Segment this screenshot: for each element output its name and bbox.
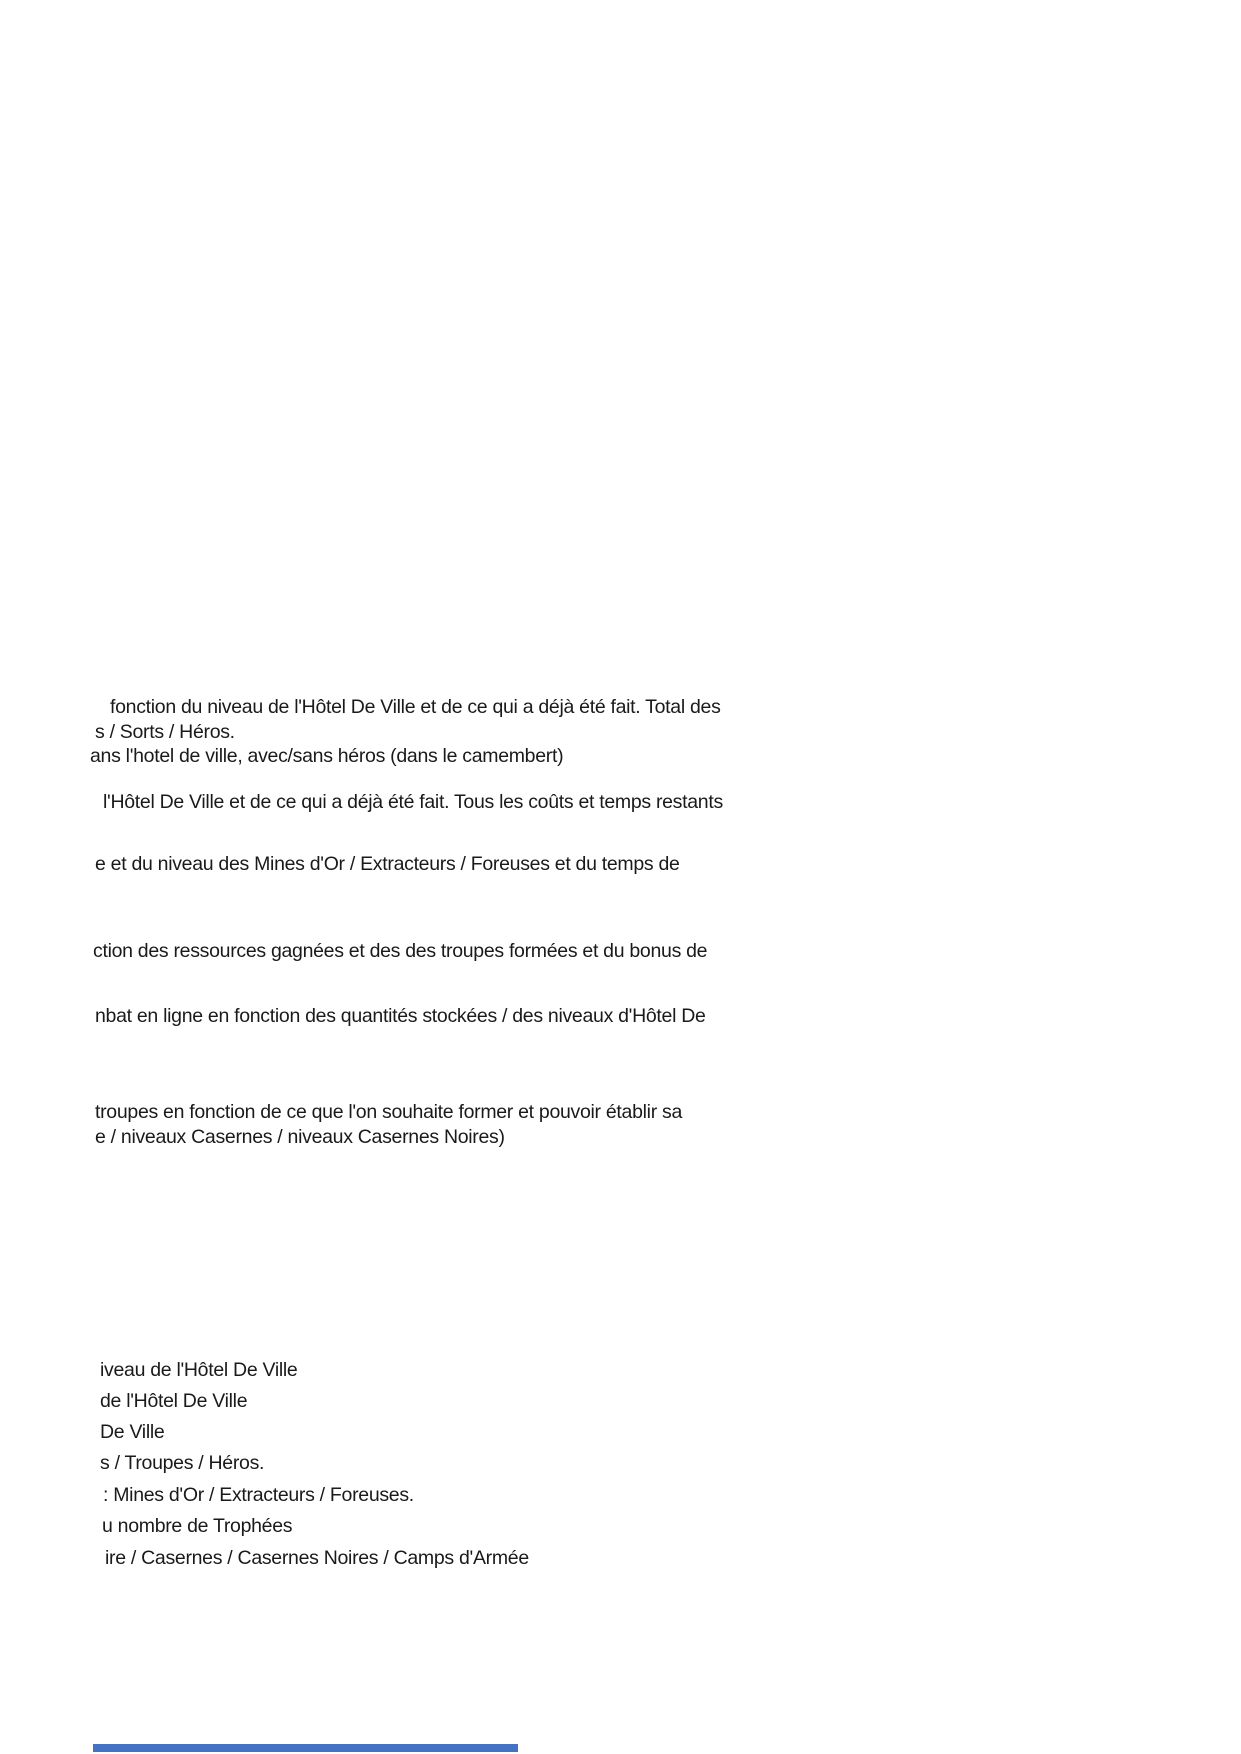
paragraph-line: e / niveaux Casernes / niveaux Casernes Noires) xyxy=(95,1126,505,1148)
list-item-line: : Mines d'Or / Extracteurs / Foreuses. xyxy=(103,1484,414,1506)
paragraph-line: e et du niveau des Mines d'Or / Extracteurs / Foreuses et du temps de xyxy=(95,853,680,875)
list-item-line: de l'Hôtel De Ville xyxy=(100,1390,248,1412)
list-item-line: ire / Casernes / Casernes Noires / Camps d'Armée xyxy=(105,1547,529,1569)
page-bottom-blue-bar xyxy=(93,1744,518,1752)
paragraph-line: nbat en ligne en fonction des quantités stockées / des niveaux d'Hôtel De xyxy=(95,1005,706,1027)
list-item-line: De Ville xyxy=(100,1421,165,1443)
paragraph-line: fonction du niveau de l'Hôtel De Ville et de ce qui a déjà été fait. Total des xyxy=(110,696,721,718)
paragraph-line: troupes en fonction de ce que l'on souhaite former et pouvoir établir sa xyxy=(95,1101,682,1123)
paragraph-line: ans l'hotel de ville, avec/sans héros (dans le camembert) xyxy=(90,745,564,767)
paragraph-line: l'Hôtel De Ville et de ce qui a déjà été fait. Tous les coûts et temps restants xyxy=(103,791,723,813)
list-item-line: s / Troupes / Héros. xyxy=(100,1452,265,1474)
list-item-line: iveau de l'Hôtel De Ville xyxy=(100,1359,298,1381)
list-item-line: u nombre de Trophées xyxy=(102,1515,293,1537)
paragraph-line: s / Sorts / Héros. xyxy=(95,721,235,743)
paragraph-line: ction des ressources gagnées et des des troupes formées et du bonus de xyxy=(93,940,708,962)
